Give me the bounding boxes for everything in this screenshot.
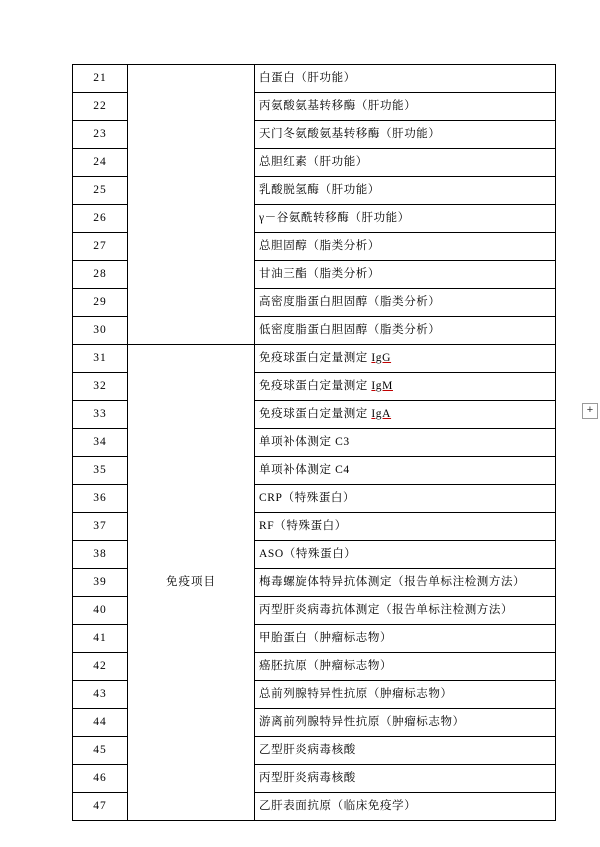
item-name-cell: 乙型肝炎病毒核酸 <box>255 737 556 765</box>
row-number-cell: 33 <box>73 401 128 429</box>
row-number-cell: 25 <box>73 177 128 205</box>
item-name-cell: 游离前列腺特异性抗原（肿瘤标志物） <box>255 709 556 737</box>
row-number-cell: 46 <box>73 765 128 793</box>
row-number-cell: 31 <box>73 345 128 373</box>
row-number-cell: 32 <box>73 373 128 401</box>
item-name-cell: 丙型肝炎病毒核酸 <box>255 765 556 793</box>
item-name-cell: 癌胚抗原（肿瘤标志物） <box>255 653 556 681</box>
row-number-cell: 26 <box>73 205 128 233</box>
item-name-cell: 免疫球蛋白定量测定 IgG <box>255 345 556 373</box>
item-name-cell: 丙氨酸氨基转移酶（肝功能） <box>255 93 556 121</box>
item-name-cell: 乙肝表面抗原（临床免疫学） <box>255 793 556 821</box>
item-underlined-text: IgA <box>371 407 392 420</box>
row-number-cell: 30 <box>73 317 128 345</box>
row-number-cell: 34 <box>73 429 128 457</box>
item-name-cell: 高密度脂蛋白胆固醇（脂类分析） <box>255 289 556 317</box>
row-number-cell: 36 <box>73 485 128 513</box>
item-name-cell: ASO（特殊蛋白） <box>255 541 556 569</box>
item-name-cell: 甲胎蛋白（肿瘤标志物） <box>255 625 556 653</box>
row-number-cell: 28 <box>73 261 128 289</box>
table-row <box>73 345 556 373</box>
item-name-cell: 总前列腺特异性抗原（肿瘤标志物） <box>255 681 556 709</box>
row-number-cell: 35 <box>73 457 128 485</box>
item-name-cell: 甘油三酯（脂类分析） <box>255 261 556 289</box>
item-name-cell: 免疫球蛋白定量测定 IgM <box>255 373 556 401</box>
row-number-cell: 45 <box>73 737 128 765</box>
row-number-cell: 23 <box>73 121 128 149</box>
table-body <box>73 65 556 821</box>
row-number-cell: 22 <box>73 93 128 121</box>
row-number-cell: 41 <box>73 625 128 653</box>
item-name-cell: 单项补体测定 C3 <box>255 429 556 457</box>
item-name-cell: CRP（特殊蛋白） <box>255 485 556 513</box>
item-name-cell: γ－谷氨酰转移酶（肝功能） <box>255 205 556 233</box>
row-number-cell: 24 <box>73 149 128 177</box>
item-name-cell: 免疫球蛋白定量测定 IgA <box>255 401 556 429</box>
row-number-cell: 40 <box>73 597 128 625</box>
exam-items-table <box>72 64 556 821</box>
table-row <box>73 65 556 93</box>
row-number-cell: 47 <box>73 793 128 821</box>
row-number-cell: 43 <box>73 681 128 709</box>
row-number-cell: 38 <box>73 541 128 569</box>
item-name-cell: 丙型肝炎病毒抗体测定（报告单标注检测方法） <box>255 597 556 625</box>
item-name-cell: 低密度脂蛋白胆固醇（脂类分析） <box>255 317 556 345</box>
item-name-cell: 总胆红素（肝功能） <box>255 149 556 177</box>
item-underlined-text: IgM <box>371 379 393 392</box>
item-name-cell: 单项补体测定 C4 <box>255 457 556 485</box>
row-number-cell: 21 <box>73 65 128 93</box>
row-number-cell: 27 <box>73 233 128 261</box>
row-number-cell: 44 <box>73 709 128 737</box>
item-name-cell: 天门冬氨酸氨基转移酶（肝功能） <box>255 121 556 149</box>
category-cell-blank <box>128 65 255 345</box>
item-underlined-text: IgG <box>371 351 392 364</box>
row-number-cell: 42 <box>73 653 128 681</box>
item-name-cell: 乳酸脱氢酶（肝功能） <box>255 177 556 205</box>
row-number-cell: 39 <box>73 569 128 597</box>
item-name-cell: 白蛋白（肝功能） <box>255 65 556 93</box>
exam-items-table-wrapper <box>72 64 528 821</box>
row-number-cell: 29 <box>73 289 128 317</box>
item-name-cell: 梅毒螺旋体特异抗体测定（报告单标注检测方法） <box>255 569 556 597</box>
add-row-button[interactable]: + <box>582 403 598 419</box>
row-number-cell: 37 <box>73 513 128 541</box>
item-name-cell: RF（特殊蛋白） <box>255 513 556 541</box>
item-name-cell: 总胆固醇（脂类分析） <box>255 233 556 261</box>
category-cell-immunology: 免疫项目 <box>128 345 255 821</box>
